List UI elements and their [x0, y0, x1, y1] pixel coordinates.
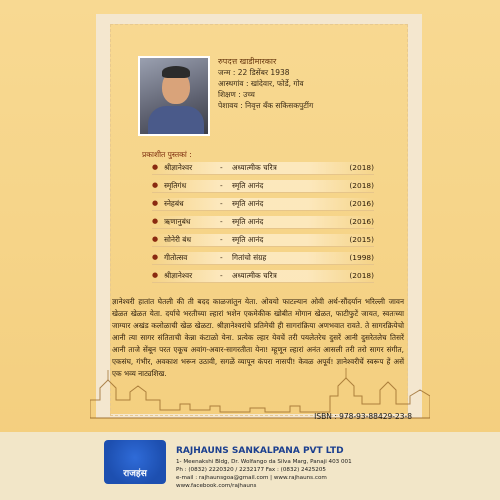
- book-title: ऋणानुबंध: [164, 217, 191, 226]
- publisher-name: RAJHAUNS SANKALPANA PVT LTD: [176, 446, 344, 456]
- bullet-icon: ●: [152, 217, 159, 225]
- book-title: गीतोत्सव: [164, 253, 188, 262]
- isbn-number: ISBN : 978-93-88429-23-8: [314, 412, 412, 421]
- book-item: ● ऋणानुबंध - स्मृति आनंद (2016): [152, 216, 374, 229]
- book-item: ● स्नेहबंध - स्मृति आनंद (2016): [152, 198, 374, 211]
- bullet-icon: ●: [152, 253, 159, 261]
- book-item: ● गीतोत्सव - गितांचो संग्रह (1998): [152, 252, 374, 265]
- bullet-icon: ●: [152, 163, 159, 171]
- book-year: (2016): [349, 199, 374, 208]
- published-books-heading: प्रकाशीत पुस्तकां :: [142, 150, 192, 159]
- bullet-icon: ●: [152, 199, 159, 207]
- book-title: श्रीज्ञानेश्वर: [164, 271, 193, 280]
- book-title: स्मृतिगंध: [164, 181, 187, 190]
- author-hometown: आस्थगांव : खांदेवार, फोर्डे, गोव: [218, 79, 304, 88]
- publisher-email: e-mail : rajhaunsgoa@gmail.com | www.rajhauns.com: [176, 475, 327, 481]
- book-year: (2018): [349, 163, 374, 172]
- author-bio: [218, 56, 313, 111]
- book-year: (2018): [349, 181, 374, 190]
- book-item: ● श्रीज्ञानेश्वर - अध्यात्मीक चरित्र (2018): [152, 270, 374, 283]
- author-born: जन्म : 22 डिसेंबर 1938: [218, 68, 290, 77]
- book-title: स्नेहबंध: [164, 199, 184, 208]
- author-education: शिक्षण : उच्च: [218, 90, 255, 99]
- bullet-icon: ●: [152, 271, 159, 279]
- book-genre: स्मृति आनंद: [232, 181, 264, 190]
- book-genre: स्मृति आनंद: [232, 235, 264, 244]
- book-genre: गितांचो संग्रह: [232, 253, 267, 262]
- book-genre: स्मृति आनंद: [232, 217, 264, 226]
- book-title: श्रीज्ञानेश्वर: [164, 163, 193, 172]
- publisher-contact: [176, 458, 352, 490]
- publisher-logo-text: राजहंस: [123, 469, 147, 479]
- book-year: (2016): [349, 217, 374, 226]
- author-name: रुपदत्त खाडीमारकार: [218, 57, 277, 66]
- author-occupation: पेशावय : निवृत्त बँक सकिसकपुटींग: [218, 101, 314, 110]
- publisher-phone: Ph : (0832) 2220320 / 2232177 Fax : (0832) 2425205: [176, 467, 326, 473]
- book-year: (2018): [349, 271, 374, 280]
- book-year: (1998): [349, 253, 374, 262]
- published-books-list: [152, 162, 374, 288]
- book-genre: स्मृति आनंद: [232, 199, 264, 208]
- book-genre: अध्यात्मीक चरित्र: [232, 163, 277, 172]
- temple-skyline-illustration: [90, 360, 430, 420]
- publisher-address: 1- Meenakshi Bldg, Dr. Wolfango da Silva Marg, Panaji 403 001: [176, 459, 352, 465]
- book-item: ● स्मृतिगंध - स्मृति आनंद (2018): [152, 180, 374, 193]
- book-item: ● श्रीज्ञानेश्वर - अध्यात्मीक चरित्र (2018): [152, 162, 374, 175]
- book-year: (2015): [349, 235, 374, 244]
- book-item: ● सोनेरी बंध - स्मृति आनंद (2015): [152, 234, 374, 247]
- bullet-icon: ●: [152, 181, 159, 189]
- book-title: सोनेरी बंध: [164, 235, 192, 244]
- author-photo: [138, 56, 210, 136]
- bullet-icon: ●: [152, 235, 159, 243]
- publisher-facebook: www.facebook.com/rajhauns: [176, 483, 257, 489]
- book-genre: अध्यात्मीक चरित्र: [232, 271, 277, 280]
- book-blurb: ज्ञानेश्वरी हातांत घेतली की ती बदद काळजांतुन येता. ओवयो फाटल्यान ओवी अर्थ-सौंदर्यान भरिल्ली जावन खेळत खेळत येता. दर्याचे भरतीच्या ल्हारां भशेन एकमेकीक खोबीत मोगान खेळत, फाटीफुटें जायत, स्वतःच्या जाग्यार अखंड कलोळाची खेळ खेळटा. श्रीज्ञानेश्वरांचे प्रतिमेची ही सागरांक्रिया अणभवात रावते. ते सागरक्रियेचो आनी त्या सागर संतिताची केन्ना कंटाळो येना. प्रत्येक ल्हार येवचें तरी पयलेतरेच दुसरें आनी दुसरेतलेच तिसरें आनी ताजे सेंबून परत एकूच अवांग-अवार-सागरतीता येना! म्हूणून ल्हारां अनंत आसली तरी तरो सागर संगीत, एकसंघ, गंभीर, अवकाश भरून उठावी, सगळें व्यापून कंपरा नासपी! केवळ अपूर्व! ज्ञानेश्वरीचें स्वरूप हें असें एक भव्य नाट्यशिख.: [112, 297, 404, 378]
